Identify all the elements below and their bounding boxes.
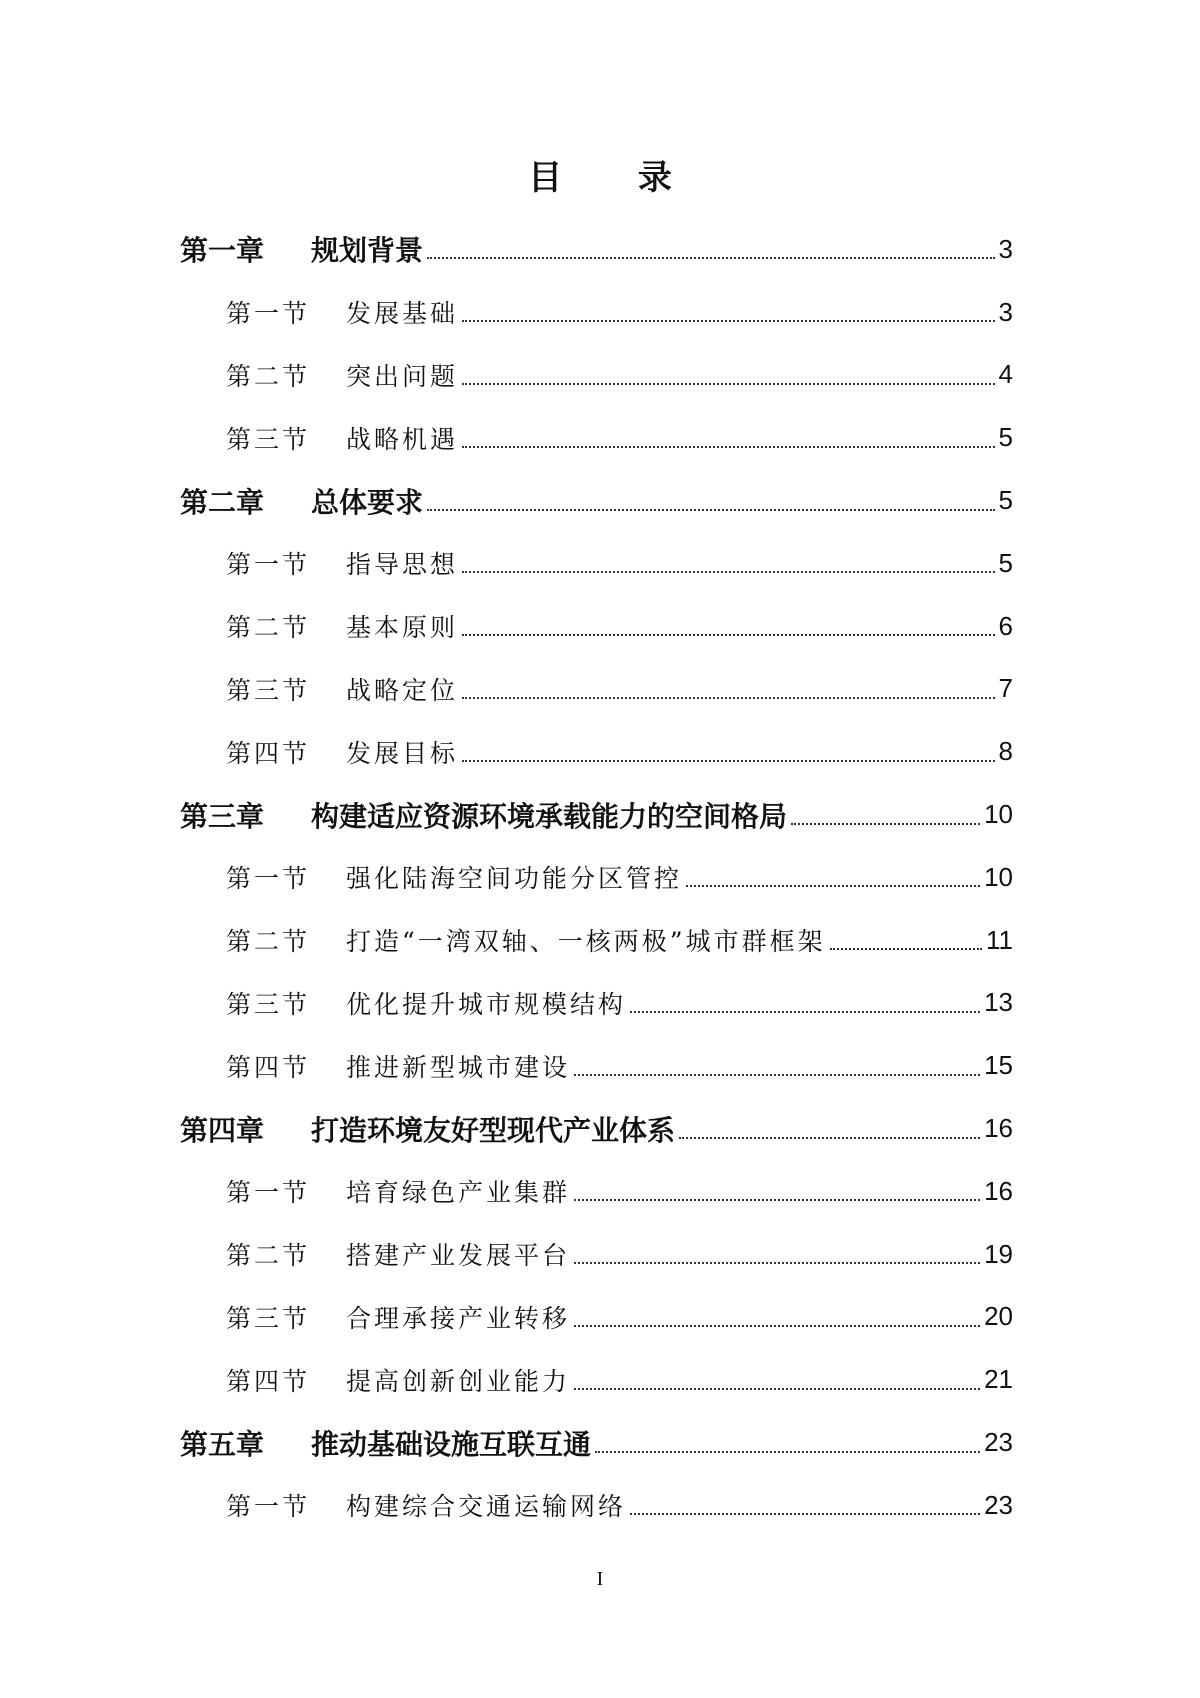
dot-leader — [574, 1199, 980, 1201]
entry-page-number: 5 — [998, 485, 1013, 516]
entry-title: 突出问题 — [346, 361, 459, 391]
dot-leader — [462, 383, 995, 385]
entry-label: 第二节 — [226, 927, 311, 957]
entry-title: 规划背景 — [311, 234, 424, 268]
entry-label: 第三节 — [226, 989, 311, 1019]
entry-page-number: 3 — [998, 296, 1013, 327]
page-number: I — [596, 1568, 604, 1590]
entry-title: 战略机遇 — [346, 424, 459, 454]
entry-title: 打造环境友好型现代产业体系 — [311, 1113, 676, 1147]
toc-chapter-entry[interactable] — [180, 218, 1013, 281]
entry-label: 第一节 — [226, 864, 311, 894]
entry-page-number: 23 — [984, 1489, 1013, 1520]
entry-page-number: 16 — [984, 1113, 1013, 1144]
entry-label: 第二节 — [226, 613, 311, 643]
entry-page-number: 3 — [998, 233, 1013, 264]
entry-label: 第一节 — [226, 1492, 311, 1522]
entry-title: 指导思想 — [346, 550, 459, 580]
entry-label: 第一章 — [180, 234, 265, 268]
entry-title: 搭建产业发展平台 — [346, 1241, 571, 1271]
entry-label: 第一节 — [226, 1178, 311, 1208]
entry-title: 总体要求 — [311, 485, 424, 519]
dot-leader — [427, 257, 995, 259]
toc-chapter-entry[interactable] — [180, 1411, 1013, 1474]
entry-page-number: 5 — [998, 422, 1013, 453]
dot-leader — [574, 1388, 980, 1390]
dot-leader — [791, 823, 980, 825]
entry-page-number: 7 — [998, 673, 1013, 704]
entry-label: 第一节 — [226, 299, 311, 329]
entry-title: 推进新型城市建设 — [346, 1052, 571, 1082]
toc-section-entry[interactable] — [180, 281, 1013, 344]
entry-page-number: 5 — [998, 547, 1013, 578]
dot-leader — [595, 1451, 980, 1453]
entry-title: 培育绿色产业集群 — [346, 1178, 571, 1208]
toc-title: 目 录 — [528, 158, 704, 198]
toc-chapter-entry[interactable] — [180, 1097, 1013, 1160]
entry-title: 合理承接产业转移 — [346, 1303, 571, 1333]
entry-page-number: 16 — [984, 1175, 1013, 1206]
entry-title: 打造“一湾双轴、一核两极”城市群框架 — [346, 927, 826, 957]
entry-label: 第三节 — [226, 424, 311, 454]
dot-leader — [574, 1325, 980, 1327]
entry-page-number: 19 — [984, 1238, 1013, 1269]
toc-section-entry[interactable] — [180, 1474, 1013, 1537]
toc-section-entry[interactable] — [180, 406, 1013, 469]
entry-label: 第四章 — [180, 1113, 265, 1147]
entry-page-number: 13 — [984, 987, 1013, 1018]
dot-leader — [630, 1011, 980, 1013]
dot-leader — [574, 1074, 980, 1076]
entry-label: 第二节 — [226, 1241, 311, 1271]
entry-title: 推动基础设施互联互通 — [311, 1427, 592, 1461]
entry-title: 构建适应资源环境承载能力的空间格局 — [311, 799, 788, 833]
dot-leader — [679, 1137, 980, 1139]
toc-section-entry[interactable] — [180, 1348, 1013, 1411]
dot-leader — [462, 320, 995, 322]
entry-page-number: 11 — [986, 924, 1013, 955]
entry-label: 第四节 — [226, 1052, 311, 1082]
dot-leader — [462, 446, 995, 448]
entry-label: 第二节 — [226, 361, 311, 391]
toc-section-entry[interactable] — [180, 1286, 1013, 1349]
entry-page-number: 10 — [984, 799, 1013, 830]
toc-section-entry[interactable] — [180, 1223, 1013, 1286]
dot-leader — [462, 697, 995, 699]
entry-title: 提高创新创业能力 — [346, 1366, 571, 1396]
entry-title: 战略定位 — [346, 675, 459, 705]
entry-label: 第四节 — [226, 738, 311, 768]
dot-leader — [574, 1262, 980, 1264]
toc-section-entry[interactable] — [180, 344, 1013, 407]
entry-title: 强化陆海空间功能分区管控 — [346, 864, 683, 894]
entry-label: 第五章 — [180, 1427, 265, 1461]
dot-leader — [630, 1513, 980, 1515]
toc-section-entry[interactable] — [180, 1160, 1013, 1223]
toc-chapter-entry[interactable] — [180, 469, 1013, 532]
toc-section-entry[interactable] — [180, 1034, 1013, 1097]
toc-section-entry[interactable] — [180, 909, 1013, 972]
entry-label: 第二章 — [180, 485, 265, 519]
entry-page-number: 23 — [984, 1427, 1013, 1458]
dot-leader — [462, 634, 995, 636]
entry-label: 第三章 — [180, 799, 265, 833]
entry-page-number: 10 — [984, 861, 1013, 892]
toc-section-entry[interactable] — [180, 532, 1013, 595]
entry-page-number: 15 — [984, 1050, 1013, 1081]
entry-label: 第三节 — [226, 1303, 311, 1333]
toc-section-entry[interactable] — [180, 720, 1013, 783]
entry-title: 优化提升城市规模结构 — [346, 989, 627, 1019]
entry-title: 发展基础 — [346, 299, 459, 329]
entry-page-number: 21 — [984, 1364, 1013, 1395]
entry-title: 基本原则 — [346, 613, 459, 643]
dot-leader — [462, 760, 995, 762]
dot-leader — [462, 571, 995, 573]
entry-page-number: 8 — [998, 736, 1013, 767]
dot-leader — [427, 509, 995, 511]
entry-label: 第三节 — [226, 675, 311, 705]
toc-section-entry[interactable] — [180, 595, 1013, 658]
entry-page-number: 20 — [984, 1301, 1013, 1332]
entry-title: 构建综合交通运输网络 — [346, 1492, 627, 1522]
toc-section-entry[interactable] — [180, 846, 1013, 909]
entry-label: 第一节 — [226, 550, 311, 580]
table-of-contents — [180, 218, 1013, 1537]
toc-section-entry[interactable] — [180, 972, 1013, 1035]
dot-leader — [830, 948, 982, 950]
toc-section-entry[interactable] — [180, 658, 1013, 721]
dot-leader — [686, 885, 980, 887]
toc-chapter-entry[interactable] — [180, 783, 1013, 846]
entry-label: 第四节 — [226, 1366, 311, 1396]
entry-page-number: 4 — [998, 359, 1013, 390]
entry-title: 发展目标 — [346, 738, 459, 768]
entry-page-number: 6 — [998, 610, 1013, 641]
